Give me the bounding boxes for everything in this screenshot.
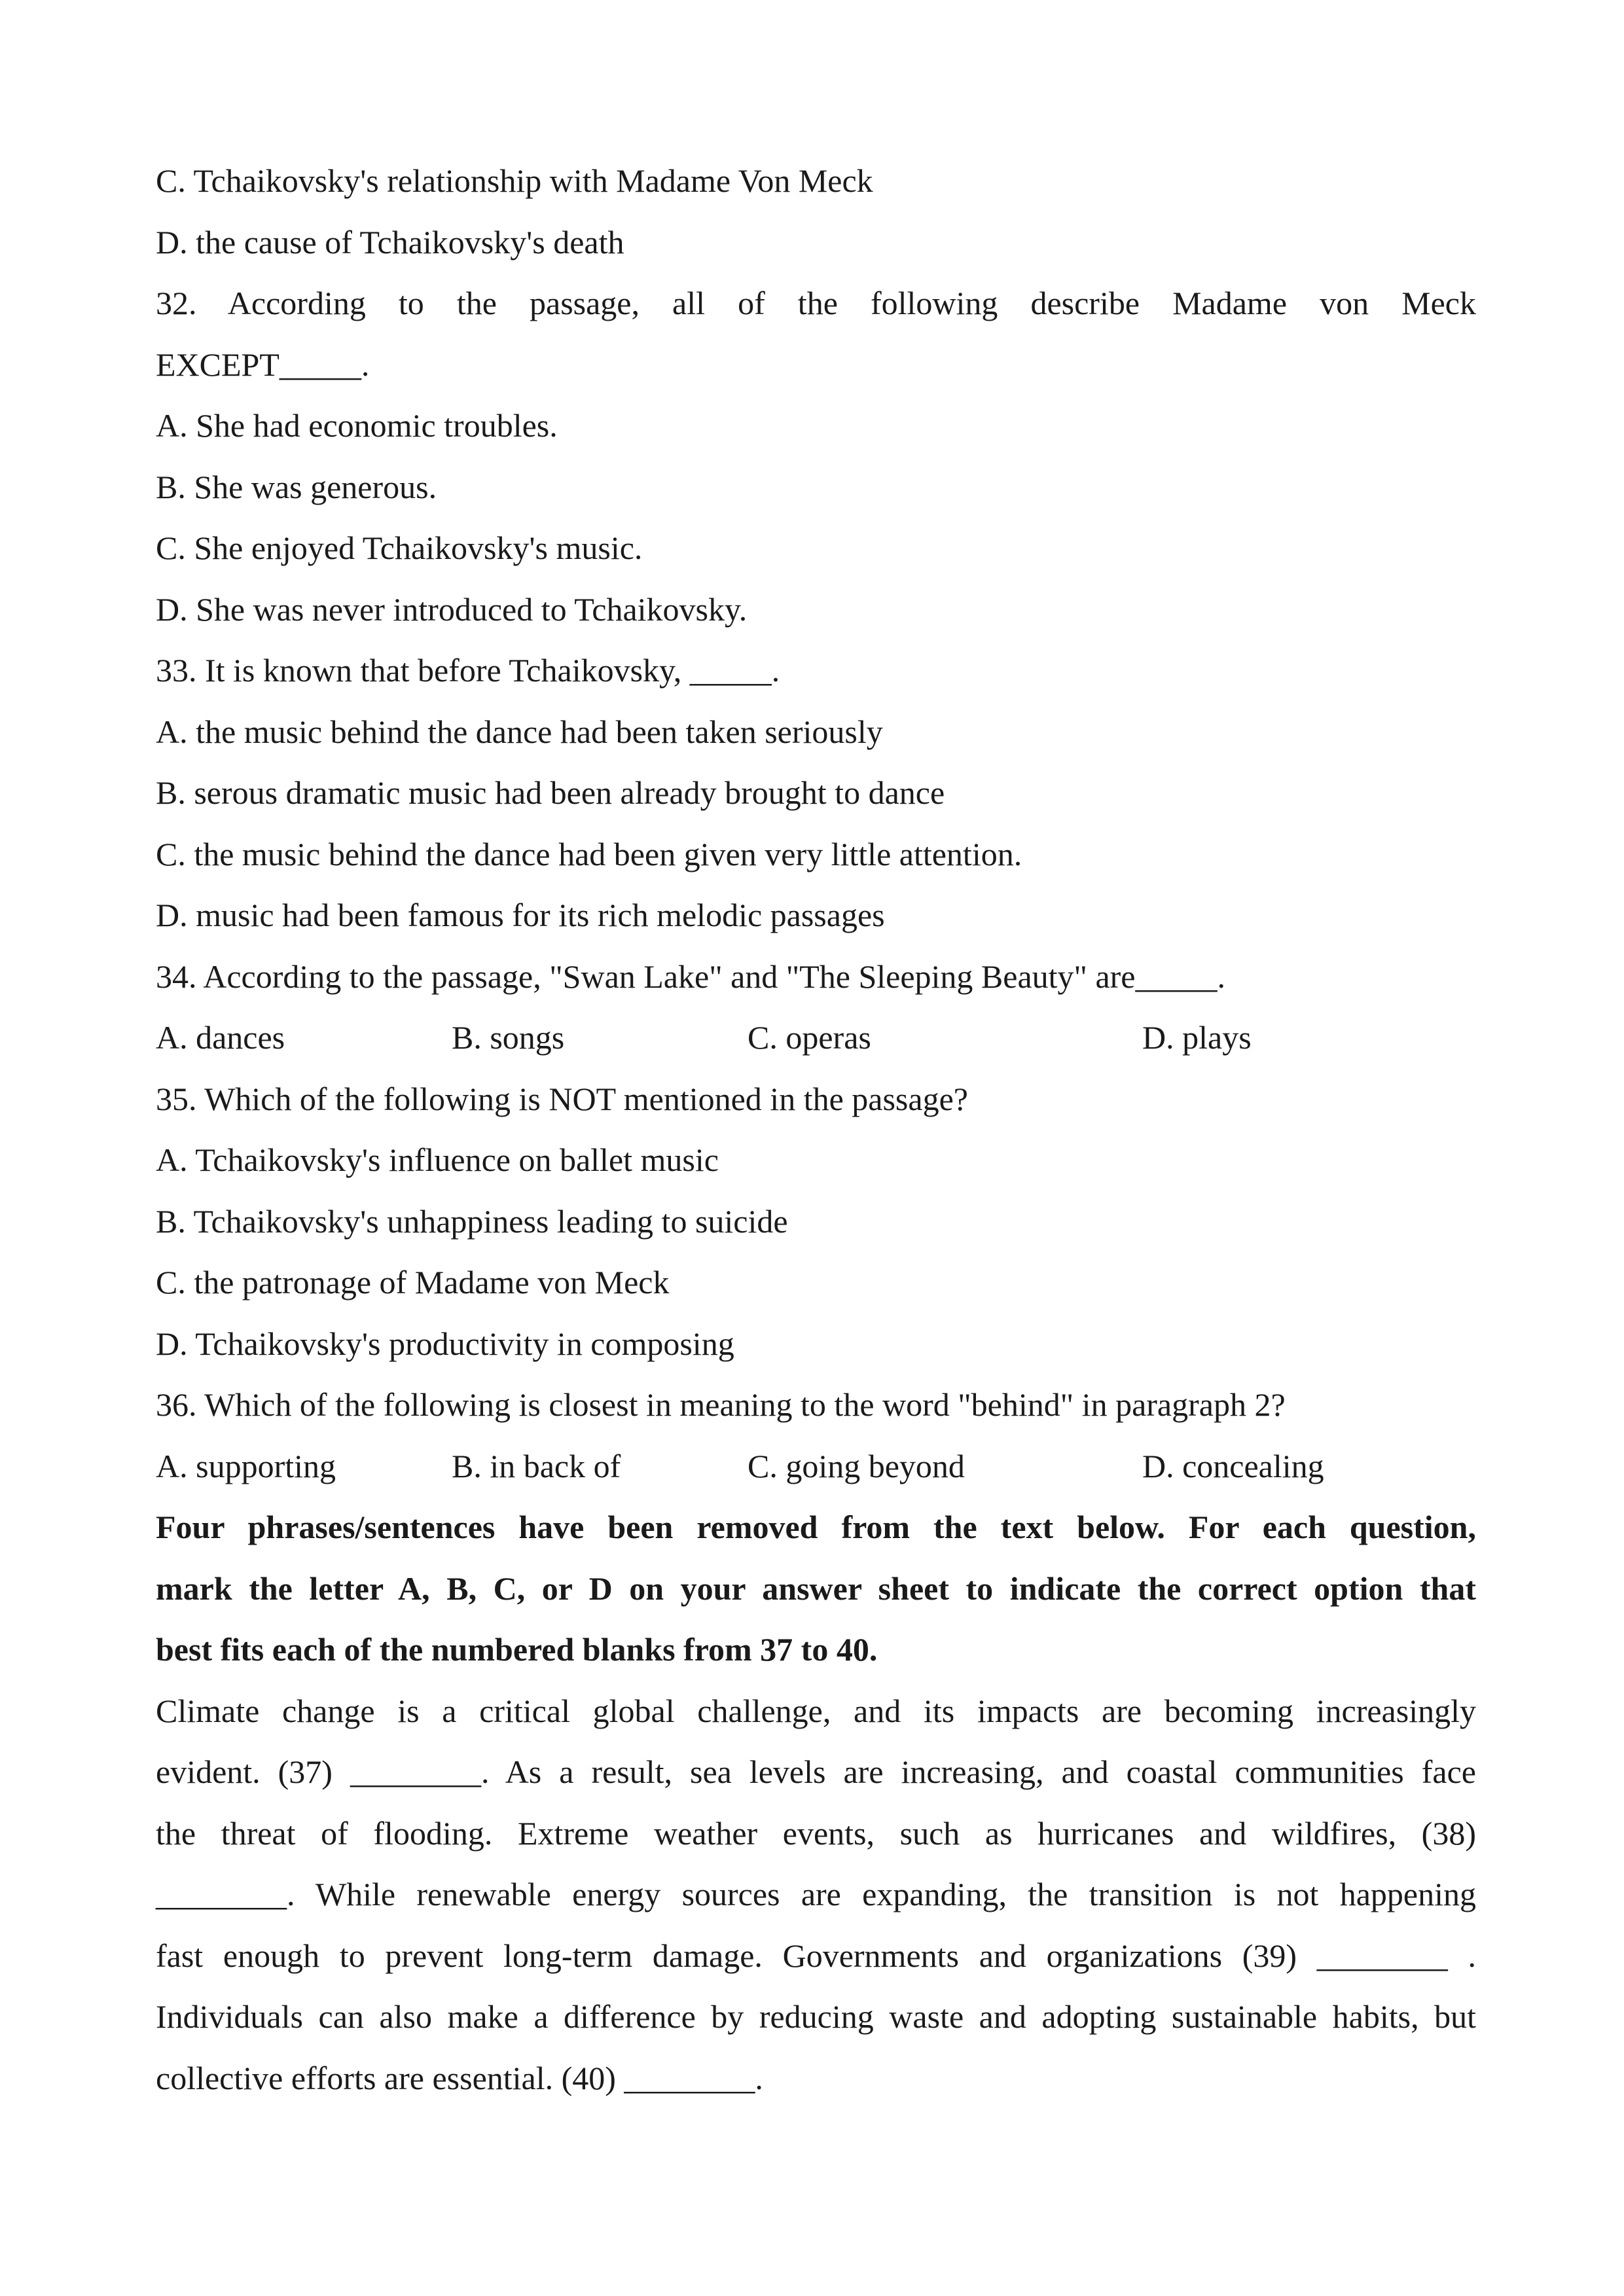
q34-stem: 34. According to the passage, "Swan Lake" and "The Sleeping Beauty" are_____. bbox=[156, 958, 1225, 995]
q34-options bbox=[156, 1007, 1476, 1069]
exam-page bbox=[156, 151, 1476, 2109]
q36-option-a: A. supporting bbox=[156, 1447, 336, 1484]
q32-option-b: B. She was generous. bbox=[156, 468, 437, 505]
q35-option-c: C. the patronage of Madame von Meck bbox=[156, 1264, 670, 1300]
q31-option-d: D. the cause of Tchaikovsky's death bbox=[156, 223, 624, 260]
q36-option-c: C. going beyond bbox=[748, 1447, 965, 1484]
q35-stem: 35. Which of the following is NOT mentioned in the passage? bbox=[156, 1080, 968, 1117]
passage-line4: ________. While renewable energy sources are expanding, the transition is not happening bbox=[156, 1876, 1476, 1912]
passage-line6: Individuals can also make a difference by reducing waste and adopting sustainable habits, but bbox=[156, 1998, 1476, 2035]
q33-option-c: C. the music behind the dance had been given very little attention. bbox=[156, 835, 1022, 872]
passage-line5: fast enough to prevent long-term damage. Governments and organizations (39) ________ . bbox=[156, 1937, 1476, 1974]
q34-option-b: B. songs bbox=[452, 1019, 565, 1056]
q32-option-a: A. She had economic troubles. bbox=[156, 407, 558, 444]
q34-option-a: A. dances bbox=[156, 1019, 285, 1056]
q32-stem-line1: 32. According to the passage, all of the following describe Madame von Meck bbox=[156, 285, 1476, 321]
q33-option-b: B. serous dramatic music had been already brought to dance bbox=[156, 774, 945, 811]
q34-option-c: C. operas bbox=[748, 1019, 871, 1056]
passage-line1: Climate change is a critical global challenge, and its impacts are becoming increasingly bbox=[156, 1692, 1476, 1729]
q36-stem: 36. Which of the following is closest in meaning to the word "behind" in paragraph 2? bbox=[156, 1386, 1286, 1423]
instructions-line2: mark the letter A, B, C, or D on your answer sheet to indicate the correct option that bbox=[156, 1570, 1476, 1607]
instructions-line1: Four phrases/sentences have been removed from the text below. For each question, bbox=[156, 1509, 1476, 1545]
instructions-line3: best fits each of the numbered blanks from 37 to 40. bbox=[156, 1631, 878, 1668]
q31-option-c: C. Tchaikovsky's relationship with Madame Von Meck bbox=[156, 162, 873, 199]
q33-option-d: D. music had been famous for its rich melodic passages bbox=[156, 897, 885, 933]
passage-line2: evident. (37) ________. As a result, sea levels are increasing, and coastal communities face bbox=[156, 1753, 1476, 1790]
q32-option-c: C. She enjoyed Tchaikovsky's music. bbox=[156, 529, 643, 566]
q36-option-b: B. in back of bbox=[452, 1447, 621, 1484]
q35-option-d: D. Tchaikovsky's productivity in composing bbox=[156, 1325, 734, 1362]
q32-stem-line2: EXCEPT_____. bbox=[156, 346, 370, 383]
q33-option-a: A. the music behind the dance had been taken seriously bbox=[156, 713, 883, 750]
q34-option-d: D. plays bbox=[1142, 1019, 1252, 1056]
q32-option-d: D. She was never introduced to Tchaikovsky. bbox=[156, 590, 748, 628]
passage-line7: collective efforts are essential. (40) ________. bbox=[156, 2059, 763, 2096]
q36-option-d: D. concealing bbox=[1142, 1447, 1324, 1484]
q35-option-a: A. Tchaikovsky's influence on ballet music bbox=[156, 1141, 719, 1178]
passage-line3: the threat of flooding. Extreme weather events, such as hurricanes and wildfires, (38) bbox=[156, 1814, 1476, 1852]
q36-options bbox=[156, 1436, 1476, 1498]
q35-option-b: B. Tchaikovsky's unhappiness leading to suicide bbox=[156, 1202, 788, 1240]
q33-stem: 33. It is known that before Tchaikovsky, _____. bbox=[156, 652, 780, 689]
